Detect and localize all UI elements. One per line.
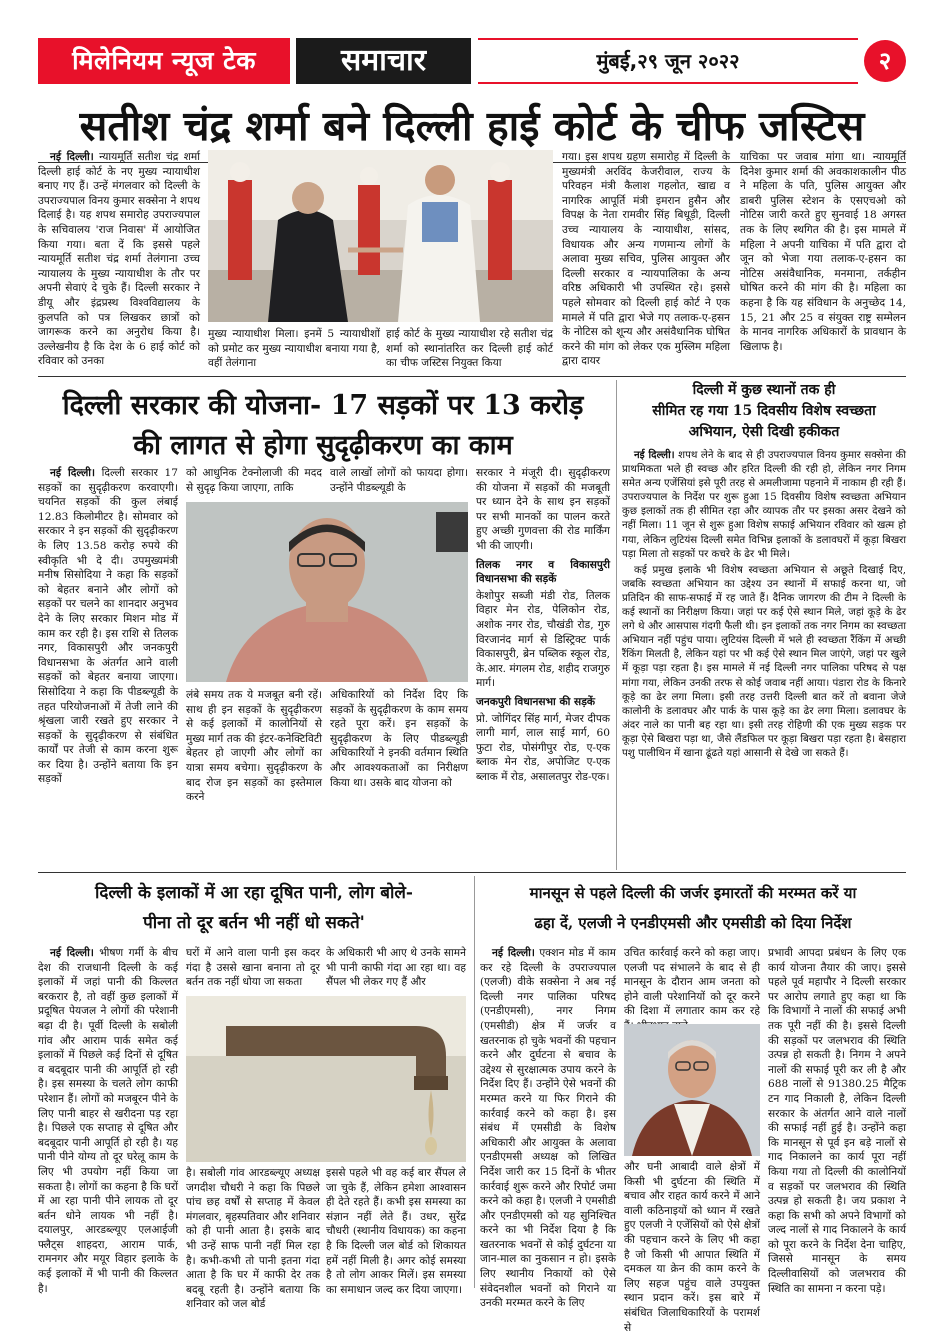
story5-text-3: प्रभावी आपदा प्रबंधन के लिए एक कार्य योजना तैयार की जाए। इससे पहले पूर्व महापौर ने दिल्ली सरकार पर आरोप लगाते हुए कहा था कि कि विभागों ने नालों की सफाई अभी तक पूरी नहीं की है। इससे दिल्ली की सड़कों पर जलभराव की स्थिति उत्पन्न हो सकती है। निगम ने अपने नालों की सफाई पूरी कर ली है और 688 नालों से 91380.25 मैट्रिक टन गाद निकाली है, लेकिन दिल्ली सरकार के अंतर्गत आने वाले नालों की सफाई नहीं हुई है। उन्होंने कहा कि मानसून से पूर्व इन बड़े नालों से गाद निकालने का कार्य पूरा नहीं किया गया तो दिल्ली की कालोनियों व सड़कों पर जलभराव की स्थिति उत्पन्न हो सकती है। जय प्रकाश ने कहा कि सभी को अपने विभागों को जल्द नालों से गाद निकालने के कार्य को पूरा करने के निर्देश देना चाहिए, जिससे मानसून के समय दिल्लीवासियों को जलभराव की स्थिति का सामना न करना पड़े। <box>768 947 906 1295</box>
story2-subhead-2: जनकपुरी विधानसभा की सड़कें <box>476 695 596 708</box>
story2-photo <box>186 502 468 682</box>
divider <box>38 376 906 377</box>
story2-column-4 <box>476 466 610 868</box>
story2-column-1 <box>38 466 178 866</box>
story2-headline <box>38 386 608 466</box>
story5-headline <box>480 878 906 938</box>
story4-text-3b: इससे पहले भी वह कई बार सैंपल ले जा चुके हैं, लेकिन हमेशा आश्वासन ही देते रहते हैं। कभी इस समस्या का संज्ञान नहीं लेते हैं। उधर, सुरेंद्र चौधरी (स्थानीय विधायक) का कहना है कि दिल्ली जल बोर्ड को शिकायत हमें नहीं मिली है। अगर कोई समस्या है तो लोग आकर मिलें। इस समस्या का समाधान जल्द कर दिया जाएगा। <box>326 1167 466 1296</box>
story4-headline <box>38 878 470 938</box>
story4-column-2-bottom <box>186 1166 320 1311</box>
story4-text-1: भीषण गर्मी के बीच देश की राजधानी दिल्ली के कई इलाकों में जहां पानी की किल्लत बरकरार है, तो वहीं कुछ इलाकों में प्रदूषित पेयजल ने लोगों की परेशानी बढ़ा दी है। पूर्वी दिल्ली के सबोली गांव और आराम पार्क समेत कई इलाकों में पिछले कई दिनों से दूषित व बदबूदार पानी की आपूर्ति हो रही है। इस समस्या के चलते लोग काफी परेशान हैं। लोगों को मजबूरन पीने के लिए पानी बाहर से खरीदना पड़ रहा है। पिछले एक सप्ताह से दूषित और बदबूदार पानी आपूर्ति हो रही है। यह पानी पीने योग्य तो दूर घरेलू काम के लिए भी उपयोग नहीं किया जा सकता है। लोगों का कहना है कि घरों में आ रहा पानी पीने लायक तो दूर बर्तन धोने लायक भी नहीं है। दयालपुर, आरडब्ल्यूए एलआईजी फ्लैट्स शाहदरा, आराम पार्क, रामनगर और मयूर विहार इलाके के कई इलाकों में भी पानी की किल्लत है। <box>38 947 178 1295</box>
story1-column-3 <box>386 327 553 373</box>
story4-text-2a: घरों में आने वाला पानी इस कदर गंदा है उससे खाना बनाना तो दूर बर्तन तक नहीं धोया जा सकता <box>186 947 320 989</box>
divider <box>38 872 906 873</box>
story2-column-2-bottom <box>186 688 322 868</box>
story2-text-3b: अधिकारियों को निर्देश दिए कि सड़कों के सुदृढ़ीकरण के काम समय रहते पूरा करें। इन सड़कों के सुदृढ़ीकरण के लिए पीडब्ल्यूडी अधिकारियों ने इनकी वर्तमान स्थिति और आवश्यकताओं का निरीक्षण किया था। उसके बाद योजना को <box>330 689 468 789</box>
story2-headline-line1: दिल्ली सरकार की योजना- 17 सड़कों पर 13 करोड़ <box>62 390 584 421</box>
story4-column-3-bottom <box>326 1166 466 1296</box>
story5-headline-line1: मानसून से पहले दिल्ली की जर्जर इमारतों की मरम्मत करें या <box>529 884 857 902</box>
story4-column-3-top <box>326 946 466 992</box>
oath-ceremony-image <box>208 150 553 322</box>
story2-text-4b: केशोपुर सब्जी मंडी रोड, तिलक विहार मेन रोड, पेलिकोन रोड, अशोक नगर रोड, चौखंडी रोड, गुरु विरजानंद मार्ग से डिस्ट्रिक्ट पार्क विकासपुरी, ब्रेन पब्लिक स्कूल रोड, के.आर. मंगलम रोड, शहीद राजगुरु मार्ग। <box>476 589 610 690</box>
story1-text-5: याचिका पर जवाब मांगा था। न्यायमूर्ति दिनेश कुमार शर्मा की अवकाशकालीन पीठ ने महिला के पति, पुलिस आयुक्त और डाबरी पुलिस स्टेशन के एसएचओ को नोटिस जारी करते हुए सुनवाई 18 अगस्त तक के लिए स्थगित की है। इस मामले में महिला ने अपनी याचिका में पति द्वारा दो जून को भेजा गया तलाक-ए-हसन का नोटिस असंवैधानिक, मनमाना, तर्कहीन घोषित करने की मांग की है। महिला का कहना है कि यह संविधान के अनुच्छेद 14, 15, 21 और 25 व संयुक्त राष्ट्र सम्मेलन के मानव नागरिक अधिकारों के प्रावधान के खिलाफ है। <box>740 151 906 353</box>
story5-column-2-bottom <box>624 1160 760 1334</box>
story2-text-2a: को आधुनिक टेक्नोलाजी की मदद से सुदृढ़ किया जाएगा, ताकि <box>186 467 322 494</box>
story5-text-1: एक्शन मोड में काम कर रहे दिल्ली के उपराज्यपाल (एलजी) वीके सक्सेना ने अब नई दिल्ली नगर पालिका परिषद (एनडीएमसी), नगर निगम (एमसीडी) क्षेत्र में जर्जर व खतरनाक हो चुके भवनों की पहचान करने और दुर्घटना से बचाव के उद्देश्य से सुरक्षात्मक उपाय करने के निर्देश दिए हैं। उन्होंने ऐसे भवनों की मरम्मत करने या फिर गिराने की कार्रवाई करने को कहा है। इस संबंध में एमसीडी के विशेष अधिकारी और आयुक्त के अलावा एनडीएमसी अध्यक्ष को लिखित निर्देश जारी कर 15 दिनों के भीतर कार्रवाई शुरू करने और रिपोर्ट जमा करने को कहा है। एलजी ने एमसीडी और एनडीएमसी को यह सुनिश्चित करने का भी निर्देश दिया है कि खतरनाक भवनों से कोई दुर्घटना या जान-माल का नुकसान न हो। इसके लिए स्थानीय निकायों को ऐसे संवेदनशील भवनों को गिराने या उनकी मरम्मत करने के लिए <box>480 947 616 1310</box>
story3-text-2: कई प्रमुख इलाके भी विशेष स्वच्छता अभियान से अछूते दिखाई दिए, जबकि स्वच्छता अभियान का उद्देश्य उन स्थानों में सफाई करना था, जो प्रतिदिन की साफ-सफाई में रह जाते हैं। दैनिक जागरण की टीम ने दिल्ली के कई स्थानों का निरीक्षण किया। जहां पर कई ऐसे स्थान मिले, जहां कूड़े के ढेर लगे थे और आसपास गंदगी फैली थी। इन इलाकों तक नगर निगम का स्वच्छता अभियान नहीं पहुंच पाया। लुटियंस दिल्ली में भले ही स्वच्छता रैंकिंग में अच्छी रैंकिंग मिलती है, लेकिन यहां पर भी कई ऐसे स्थान मिल जाएंगे, जहां पर खुले में कूड़ा पड़ा रहता है। इस मामले में नई दिल्ली नगर पालिका परिषद से पक्ष मांगा गया, लेकिन उनकी तरफ से कोई जवाब नहीं आया। पंडारा रोड के किनारे कूड़े का ढेर लगा मिला। इसी तरह उत्तरी दिल्ली बात करें तो बवाना जेजे कालोनी के डलावघर और पार्क के पास कूड़े का ढेर लगा मिला। डलावघर के अंदर नाले का पानी बह रहा था। इसी तरह रोहिणी की एक मुख्य सड़क पर कूड़ा ऐसे बिखरा पड़ा था, जैसे लैंडफिल पर कूड़ा बिखरा पड़ा रहता है। बेसहारा पशु पालीथिन में खाना ढूंढते यहां आसानी से देखे जा सकते हैं। <box>622 564 906 759</box>
story5-text-2b: और घनी आबादी वाले क्षेत्रों में किसी भी दुर्घटना की स्थिति में बचाव और राहत कार्य करने में आने वाली कठिनाइयों को ध्यान में रखते हुए एलजी ने एजेंसियों को ऐसे क्षेत्रों की पहचान करने के लिए भी कहा है जो किसी भी आपात स्थिति में दमकल या क्रेन की काम करने के लिए सहज पहुंच वाले उपयुक्त स्थान प्रदान करें। इस बारे में संबंधित जिलाधिकारियों के परामर्श से <box>624 1161 760 1334</box>
lg-portrait-image <box>624 1024 760 1156</box>
story1-column-4 <box>562 150 730 372</box>
story2-subhead-1: तिलक नगर व विकासपुरी विधानसभा की सड़कें <box>476 558 610 586</box>
dateline: नई दिल्ली। <box>492 947 535 959</box>
masthead <box>38 38 906 84</box>
story2-text-2b: लंबे समय तक ये मजबूत बनी रहें। साथ ही इन सड़कों के सुदृढ़ीकरण से कई इलाकों में कालोनियों से मुख्य मार्ग तक की इंटर-कनेक्टिविटी बेहतर हो जाएगी और लोगों का यात्रा समय बचेगा। सुदृढ़ीकरण के बाद रोज इन सड़कों का इस्तेमाल करने <box>186 689 322 804</box>
column-rule <box>474 876 475 1288</box>
story5-column-3 <box>768 946 906 1295</box>
story5-column-2-top <box>624 946 760 1020</box>
story2-column-2-top <box>186 466 322 498</box>
story4-column-2-top <box>186 946 320 992</box>
story1-column-5 <box>740 150 906 372</box>
story4-text-3a: के अधिकारी भी आए थे उनके सामने भी पानी काफी गंदा आ रहा था। वह सैंपल भी लेकर गए हैं और <box>326 947 466 989</box>
story4-text-2b: है। सबोली गांव आरडब्ल्यूए अध्यक्ष जगदीश चौधरी ने कहा कि पिछले पांच छह वर्षों से सप्ताह में केवल मंगलवार, बृहस्पतिवार और शनिवार को ही पानी आता है। इसके बाद भी उन्हें साफ पानी नहीं मिल रहा है। कभी-कभी तो पानी इतना गंदा आता है कि घर में काफी देर तक बदबू रहती है। उन्होंने बताया कि शनिवार को जल बोर्ड <box>186 1167 320 1311</box>
story1-text-3: हाई कोर्ट के मुख्य न्यायाधीश रहे सतीश चंद्र शर्मा को स्थानांतरित कर दिल्ली हाई कोर्ट का चीफ जस्टिस नियुक्त किया <box>386 328 553 370</box>
story2-text-4a: सरकार ने मंजूरी दी। सुदृढ़ीकरण की योजना में सड़कों की मजबूती पर ध्यान देने के साथ इन सड़कों पर सभी मानकों का पालन करते हुए अच्छी गुणवत्ता की रोड मार्किंग भी की जाएगी। <box>476 467 610 552</box>
story4-headline-line2: पीना तो दूर बर्तन भी नहीं धो सकते' <box>143 913 365 933</box>
page-number: २ <box>864 40 906 82</box>
story1-photo <box>208 150 553 322</box>
column-rule <box>616 380 617 870</box>
story4-headline-line1: दिल्ली के इलाकों में आ रहा दूषित पानी, लोग बोले- <box>95 883 413 903</box>
dateline: नई दिल्ली। <box>50 947 94 959</box>
story2-text-4c: प्रो. जोगिंदर सिंह मार्ग, मेजर दीपक लागी मार्ग, लाल साई मार्ग, 60 फुटा रोड, पोसंगीपुर रोड, ए-एक ब्लाक मेन रोड, अपोजिट ए-एक ब्लाक में रोड, असालतपुर रोड-एक। <box>476 712 610 783</box>
story4-column-1 <box>38 946 178 1295</box>
dateline: नई दिल्ली। <box>50 467 96 479</box>
story3-headline-line1: दिल्ली में कुछ स्थानों तक ही <box>692 382 836 398</box>
story5-text-2a: उचित कार्रवाई करने को कहा जाए। एलजी पद संभालने के बाद से ही मानसून के दौरान आम जनता को होने वाली परेशानियों को दूर करने की दिशा में लगातार काम कर रहे <box>624 947 760 1018</box>
story1-text-1: न्यायमूर्ति सतीश चंद्र शर्मा दिल्ली हाई कोर्ट के नए मुख्य न्यायाधीश बनाए गए हैं। उन्हें मंगलवार को दिल्ली के उपराज्यपाल विनय कुमार सक्सेना ने शपथ दिलाई है। यह शपथ समारोह उपराज्यपाल के सचिवालय 'राज निवास' में आयोजित किया गया। बता दें कि इससे पहले न्यायमूर्ति सतीश चंद्र शर्मा तेलंगाना उच्च न्यायालय के मुख्य न्यायाधीश के तौर पर अपनी सेवाएं दे चुके हैं। दिल्ली सरकार ने डीयू और इंद्रप्रस्थ विश्वविद्यालय के कुलपति को पत्र लिखकर छात्रों को जागरूक करने का अनुरोध किया है। उल्लेखनीय है कि देश के 6 हाई कोर्ट को रविवार को उनका <box>38 151 200 368</box>
story1-column-1 <box>38 150 200 372</box>
story2-headline-line2: की लागत से होगा सुदृढ़ीकरण का काम <box>133 430 513 461</box>
story3-headline <box>622 380 906 443</box>
dateline: नई दिल्ली। <box>50 151 94 163</box>
dirty-water-tap-image <box>186 996 466 1162</box>
paper-name: मिलेनियम न्यूज टेक <box>38 38 290 84</box>
story3-text-1: शपथ लेने के बाद से ही उपराज्यपाल विनय कुमार सक्सेना की प्राथमिकता भले ही स्वच्छ और हरित दिल्ली की रही हो, लेकिन नगर निगम समेत अन्य एजेंसियां इसे पूरी तरह से अमलीजामा पहनाने में नाकाम ही रही हैं। उपराज्यपाल के निर्देश पर शुरू हुआ 15 दिवसीय विशेष स्वच्छता अभियान कुछ इलाकों तक ही सीमित रहा और व्यापक तौर पर इसका असर देखने को नहीं मिला। 11 जून से शुरू हुआ विशेष सफाई अभियान रविवार को खत्म हो गया, लेकिन लुटियंस दिल्ली समेत विभिन्न इलाकों के डलावघरों में कूड़ा बिखरा पड़ा मिला तो सड़कों पर कचरे के ढेर भी मिले। <box>622 450 906 560</box>
story2-text-1: दिल्ली सरकार 17 सड़कों का सुदृढ़ीकरण करवाएगी। चयनित सड़कों की कुल लंबाई 12.83 किलोमीटर है। सोमवार को सरकार ने इन सड़कों की सुदृढ़ीकरण के लिए 13.58 करोड़ रुपये की स्वीकृति भी दे दी। उपमुख्यमंत्री मनीष सिसोदिया ने कहा कि सड़कों को बेहतर बनाने और लोगों को सड़कों पर चलने का शानदार अनुभव देने के लिए सरकार मिशन मोड में काम कर रही है। इस राशि से तिलक नगर, विकासपुरी और जनकपुरी विधानसभा के अंतर्गत आने वाली सड़कों को बेहतर बनाया जाएगा। सिसोदिया ने कहा कि पीडब्ल्यूडी के तहत परियोजनाओं में तेजी लाने की श्रृंखला जारी रखते हुए सरकार ने सड़कों के सुदृढ़ीकरण से संबंधित कार्यों पर तेजी से काम करना शुरू कर दिया है। उन्होंने बताया कि इन सड़कों <box>38 467 179 786</box>
story1-column-2 <box>208 327 380 373</box>
story2-column-3-bottom <box>330 688 468 868</box>
story3-headline-line3: अभियान, ऐसी दिखी हकीकत <box>688 424 840 440</box>
story5-column-1 <box>480 946 616 1310</box>
story3-headline-line2: सीमित रह गया 15 दिवसीय विशेष स्वच्छता <box>652 403 876 419</box>
story2-column-3-top <box>330 466 468 498</box>
story3-body <box>622 448 906 868</box>
story2-text-3a: वाले लाखों लोगों को फायदा होगा। उन्होंने पीडब्ल्यूडी के <box>330 467 468 494</box>
story1-headline: सतीश चंद्र शर्मा बने दिल्ली हाई कोर्ट के चीफ जस्टिस <box>79 102 865 150</box>
story1-text-2: मुख्य न्यायाधीश मिला। इनमें 5 न्यायाधीशों को प्रमोट कर मुख्य न्यायाधीश बनाया गया है, वहीं तेलंगाना <box>208 328 380 370</box>
section-title: समाचार <box>296 38 471 84</box>
story5-headline-line2: ढहा दें, एलजी ने एनडीएमसी और एमसीडी को दिया निर्देश <box>534 914 852 932</box>
story5-photo <box>624 1024 760 1156</box>
story4-photo <box>186 996 466 1162</box>
date-line: मुंबई,२९ जून २०२२ <box>478 38 858 84</box>
story1-text-4: गया। इस शपथ ग्रहण समारोह में दिल्ली के मुख्यमंत्री अरविंद केजरीवाल, राज्य के परिवहन मंत्री कैलाश गहलोत, खाद्य व नागरिक आपूर्ति मंत्री इमरान हुसैन और विपक्ष के नेता रामवीर सिंह बिधूड़ी, दिल्ली उच्च न्यायालय के न्यायाधीश, सांसद, विधायक और अन्य गणमान्य लोगों के अलावा मुख्य सचिव, पुलिस आयुक्त और दिल्ली सरकार व न्यायपालिका के अन्य वरिष्ठ अधिकारी भी उपस्थित रहे। इससे पहले सोमवार को दिल्ली हाई कोर्ट ने एक मामले में पति द्वारा भेजे गए तलाक-ए-हसन के नोटिस को शून्य और असंवैधानिक घोषित करने की मांग को लेकर एक मुस्लिम महिला द्वारा दायर <box>562 151 730 368</box>
dateline: नई दिल्ली। <box>634 449 675 461</box>
minister-portrait-image <box>186 502 468 682</box>
